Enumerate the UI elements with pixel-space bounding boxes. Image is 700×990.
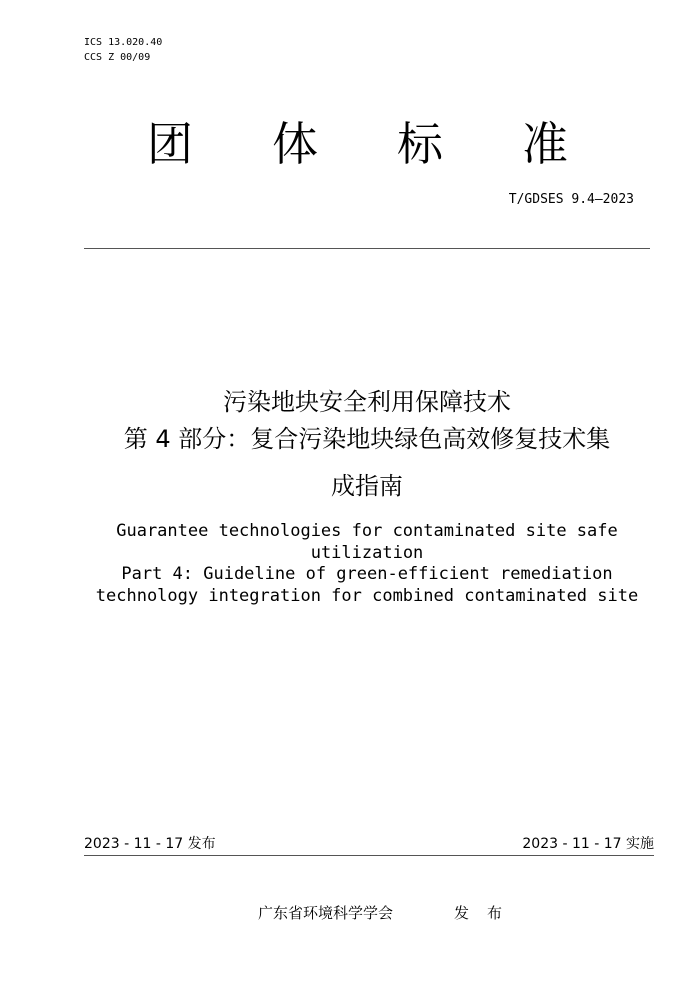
chinese-title-line-1: 污染地块安全利用保障技术 — [223, 388, 511, 416]
ics-code: ICS 13.020.40 — [84, 37, 163, 48]
english-title-line-4: technology integration for combined contaminated site — [95, 585, 639, 606]
bottom-divider — [84, 855, 654, 856]
standard-number: T/GDSES 9.4—2023 — [508, 192, 634, 207]
ccs-code: CCS Z 00/09 — [84, 52, 151, 63]
title-char: 准 — [522, 117, 568, 171]
title-char: 体 — [272, 117, 318, 171]
document-type-title — [0, 112, 700, 176]
chinese-title-line-3: 成指南 — [331, 472, 403, 500]
english-title-line-3: Part 4: Guideline of green-efficient remediation — [121, 564, 613, 584]
implementation-date: 2023 - 11 - 17 实施 — [522, 836, 654, 852]
title-char: 标 — [397, 117, 443, 171]
english-title-line-2: utilization — [310, 542, 424, 563]
english-title — [0, 521, 700, 607]
chinese-title-line-2: 第 4 部分：复合污染地块绿色高效修复技术集 — [123, 425, 611, 453]
title-char: 团 — [147, 117, 193, 171]
english-title-line-1: Guarantee technologies for contaminated site safe — [116, 521, 618, 541]
top-divider — [84, 248, 650, 249]
release-date: 2023 - 11 - 17 发布 — [84, 836, 216, 852]
publish-label: 发布 — [454, 904, 521, 922]
publisher-name: 广东省环境科学学会 — [258, 904, 394, 922]
